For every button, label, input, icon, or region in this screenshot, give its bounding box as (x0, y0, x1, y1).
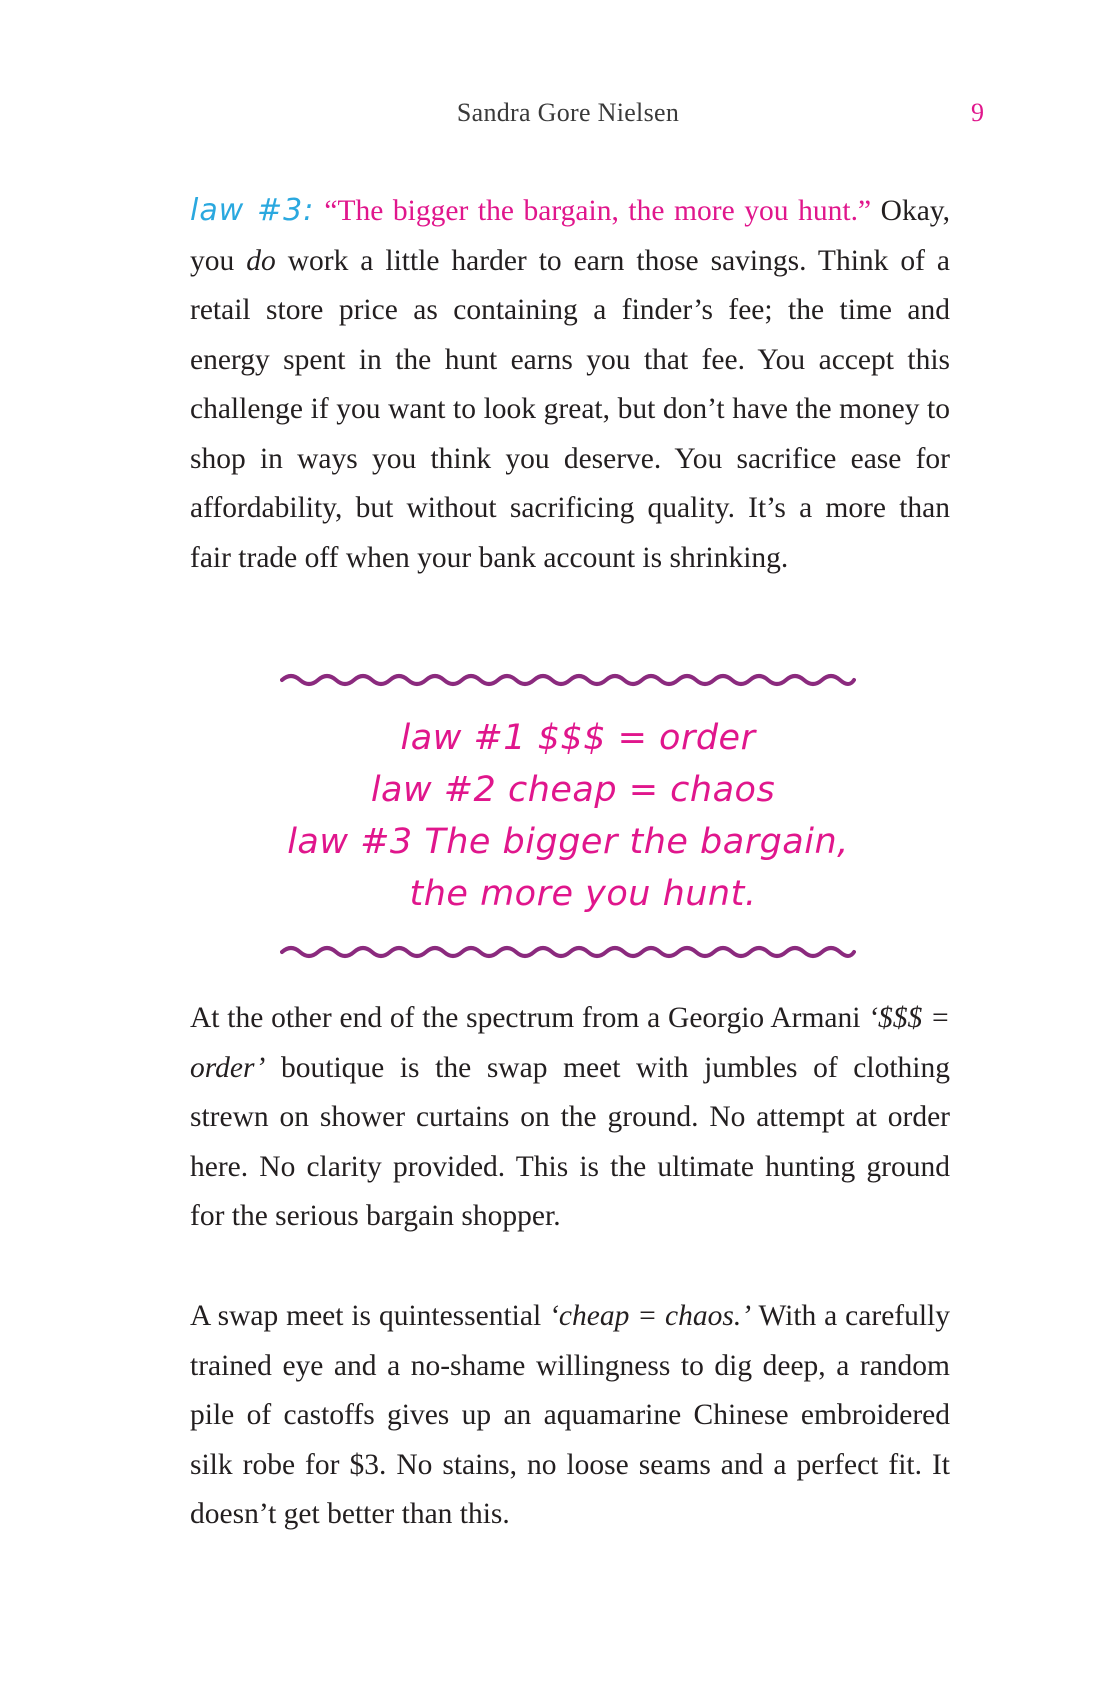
wavy-divider-top-line (282, 676, 854, 684)
law-3-handwritten-label: law #3: (190, 193, 315, 228)
law-3-quote: “The bigger the bargain, the more you hunt.” (324, 195, 872, 227)
paragraph-swap-meet (190, 994, 950, 1242)
page-number: 9 (971, 98, 984, 127)
wavy-divider-bottom-line (282, 948, 854, 956)
laws-callout-box (280, 670, 856, 970)
paragraph-cheap-chaos-emphasis: ‘cheap = chaos.’ (549, 1300, 752, 1332)
paragraph-cheap-chaos-text-b: With a carefully trained eye and a no-shame willingness to dig deep, a random pile of castoffs gives up an aquamarine Chinese embroidered silk robe for $3. No stains, no loose seams and a perfect fit. It doesn’t get better than this. (190, 1300, 951, 1530)
paragraph-swap-meet-text-a: At the other end of the spectrum from a Georgio Armani (190, 1002, 869, 1034)
paragraph-law-3-text-b: work a little harder to earn those savings. Think of a retail store price as containing a finder’s fee; the time and energy spent in the hunt earns you that fee. You accept this challenge if you want to look great, but don’t have the money to shop in ways you think you deserve. You sacrifice ease for affordability, but without sacrificing quality. It’s a more than fair trade off when your bank account is shrinking. (190, 244, 951, 574)
paragraph-swap-meet-emphasis: ‘$$$ = order’ (190, 1002, 950, 1084)
running-header-author: Sandra Gore Nielsen (456, 98, 680, 127)
law-3-line-continued: the more you hunt. (409, 874, 757, 914)
paragraph-cheap-chaos-text-a: A swap meet is quintessential (190, 1300, 550, 1332)
paragraph-law-3-text-a: Okay, you (190, 195, 951, 277)
law-2-line: law #2 cheap = chaos (370, 770, 776, 810)
law-1-line: law #1 $$$ = order (400, 718, 756, 758)
paragraph-swap-meet-text-b: boutique is the swap meet with jumbles of clothing strewn on shower curtains on the ground. No attempt at order here. No clarity provided. This is the ultimate hunting ground for the serious bargain shopper. (190, 1051, 950, 1232)
paragraph-cheap-chaos (190, 1292, 950, 1540)
paragraph-law-3 (190, 186, 950, 583)
laws-handwritten-list (280, 712, 856, 920)
wavy-divider-bottom (280, 942, 856, 962)
wavy-divider-top (280, 670, 856, 690)
paragraph-law-3-emphasis: do (246, 244, 276, 277)
law-3-line: law #3 The bigger the bargain, (287, 822, 849, 862)
